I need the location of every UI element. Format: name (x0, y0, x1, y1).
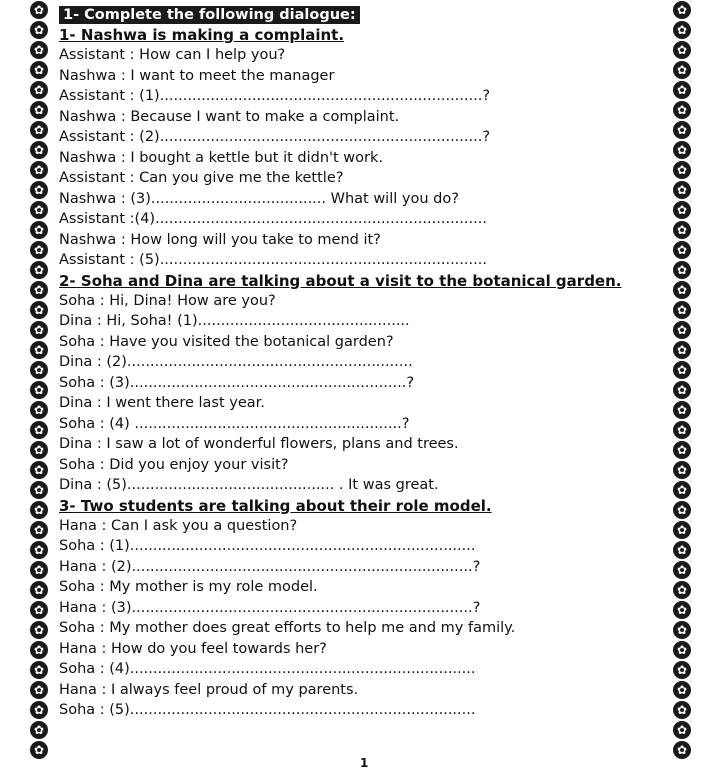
ornament-icon: ✿ (673, 541, 691, 559)
dialogue-line: Assistant : How can I help you? (59, 47, 286, 63)
ornament-icon: ✿ (30, 581, 48, 599)
dialogue-line: Dina : I went there last year. (59, 395, 265, 411)
left-ornament-border (28, 0, 50, 769)
ornament-icon: ✿ (673, 681, 691, 699)
ornament-icon: ✿ (673, 361, 691, 379)
ornament-icon: ✿ (30, 181, 48, 199)
ornament-icon: ✿ (30, 701, 48, 719)
ornament-icon: ✿ (30, 341, 48, 359)
dialogue-line: Hana : Can I ask you a question? (59, 517, 298, 534)
dialogue-line: Hana : (3)..........................................................................? (59, 599, 481, 616)
dialogue-line: Soha : (1)........................................................................... (59, 538, 476, 554)
ornament-icon: ✿ (30, 521, 48, 539)
dialogue-line: Soha : (5)........................................................................... (59, 702, 476, 718)
ornament-icon: ✿ (30, 361, 48, 379)
dialogue-line: Soha : My mother is my role model. (59, 579, 318, 595)
ornament-icon: ✿ (30, 101, 48, 119)
dialogue-section (59, 271, 659, 496)
ornament-icon: ✿ (673, 461, 691, 479)
ornament-icon: ✿ (673, 641, 691, 659)
ornament-icon: ✿ (30, 721, 48, 739)
dialogue-line: Soha : My mother does great efforts to help me and my family. (59, 620, 516, 636)
dialogue-line: Hana : How do you feel towards her? (59, 640, 327, 657)
ornament-icon: ✿ (30, 741, 48, 759)
ornament-icon: ✿ (673, 341, 691, 359)
dialogue-line: Nashwa : I bought a kettle but it didn't work. (59, 149, 384, 166)
ornament-icon: ✿ (673, 61, 691, 79)
ornament-icon: ✿ (30, 401, 48, 419)
ornament-icon: ✿ (30, 601, 48, 619)
ornament-icon: ✿ (30, 381, 48, 399)
ornament-icon: ✿ (30, 161, 48, 179)
dialogue-section (59, 25, 659, 271)
ornament-icon: ✿ (30, 221, 48, 239)
page-number: 1 (360, 756, 369, 770)
ornament-icon: ✿ (30, 1, 48, 19)
ornament-icon: ✿ (673, 721, 691, 739)
dialogue-line: Dina : (2).............................................................. (59, 354, 413, 370)
ornament-icon: ✿ (30, 621, 48, 639)
section-heading: 2- Soha and Dina are talking about a visit to the botanical garden. (59, 271, 622, 290)
ornament-icon: ✿ (673, 421, 691, 439)
dialogue-line: Nashwa : I want to meet the manager (59, 67, 335, 84)
ornament-icon: ✿ (30, 501, 48, 519)
ornament-icon: ✿ (673, 201, 691, 219)
ornament-icon: ✿ (673, 301, 691, 319)
ornament-icon: ✿ (30, 81, 48, 99)
ornament-icon: ✿ (673, 181, 691, 199)
ornament-icon: ✿ (30, 201, 48, 219)
ornament-icon: ✿ (673, 241, 691, 259)
dialogue-line: Assistant : (1)......................................................................? (59, 88, 491, 104)
dialogue-line: Dina : (5)............................................. . It was great. (59, 477, 439, 493)
ornament-icon: ✿ (30, 641, 48, 659)
ornament-icon: ✿ (30, 241, 48, 259)
right-ornament-border (671, 0, 693, 769)
ornament-icon: ✿ (30, 661, 48, 679)
ornament-icon: ✿ (673, 161, 691, 179)
ornament-icon: ✿ (673, 261, 691, 279)
ornament-icon: ✿ (30, 121, 48, 139)
dialogue-line: Soha : Have you visited the botanical garden? (59, 333, 394, 350)
ornament-icon: ✿ (673, 621, 691, 639)
ornament-icon: ✿ (30, 441, 48, 459)
ornament-icon: ✿ (30, 61, 48, 79)
ornament-icon: ✿ (30, 681, 48, 699)
worksheet (59, 4, 659, 721)
ornament-icon: ✿ (30, 541, 48, 559)
dialogue-line: Soha : Did you enjoy your visit? (59, 456, 289, 473)
dialogue-line: Soha : (4) ..........................................................? (59, 415, 410, 432)
ornament-icon: ✿ (673, 501, 691, 519)
ornament-icon: ✿ (30, 561, 48, 579)
ornament-icon: ✿ (673, 601, 691, 619)
ornament-icon: ✿ (673, 561, 691, 579)
ornament-icon: ✿ (30, 481, 48, 499)
ornament-icon: ✿ (673, 101, 691, 119)
ornament-icon: ✿ (673, 81, 691, 99)
ornament-icon: ✿ (30, 461, 48, 479)
ornament-icon: ✿ (673, 1, 691, 19)
dialogue-sections (59, 25, 659, 721)
ornament-icon: ✿ (673, 381, 691, 399)
ornament-icon: ✿ (673, 281, 691, 299)
ornament-icon: ✿ (673, 701, 691, 719)
ornament-icon: ✿ (673, 481, 691, 499)
ornament-icon: ✿ (30, 41, 48, 59)
ornament-icon: ✿ (30, 21, 48, 39)
ornament-icon: ✿ (673, 441, 691, 459)
dialogue-section (59, 496, 659, 721)
dialogue-line: Assistant :(4)........................................................................ (59, 211, 487, 227)
ornament-icon: ✿ (673, 41, 691, 59)
dialogue-line: Assistant : (2)......................................................................? (59, 129, 491, 145)
dialogue-line: Assistant : Can you give me the kettle? (59, 170, 344, 186)
ornament-icon: ✿ (673, 21, 691, 39)
dialogue-line: Assistant : (5)....................................................................... (59, 252, 487, 268)
dialogue-line: Soha : (4)........................................................................... (59, 661, 476, 677)
section-heading: 1- Nashwa is making a complaint. (59, 26, 345, 44)
ornament-icon: ✿ (30, 261, 48, 279)
ornament-icon: ✿ (673, 141, 691, 159)
ornament-icon: ✿ (673, 221, 691, 239)
ornament-icon: ✿ (673, 121, 691, 139)
ornament-icon: ✿ (673, 581, 691, 599)
dialogue-line: Nashwa : (3)...................................... What will you do? (59, 190, 459, 207)
ornament-icon: ✿ (30, 141, 48, 159)
dialogue-line: Dina : I saw a lot of wonderful flowers, plans and trees. (59, 436, 459, 452)
section-heading: 3- Two students are talking about their role model. (59, 496, 492, 515)
dialogue-line: Dina : Hi, Soha! (1).............................................. (59, 313, 410, 329)
ornament-icon: ✿ (673, 741, 691, 759)
dialogue-line: Nashwa : How long will you take to mend it? (59, 231, 381, 248)
worksheet-title: 1- Complete the following dialogue: (59, 6, 360, 24)
dialogue-line: Hana : I always feel proud of my parents. (59, 681, 359, 698)
ornament-icon: ✿ (30, 281, 48, 299)
ornament-icon: ✿ (673, 321, 691, 339)
ornament-icon: ✿ (30, 321, 48, 339)
dialogue-line: Nashwa : Because I want to make a complaint. (59, 108, 400, 125)
ornament-icon: ✿ (673, 661, 691, 679)
ornament-icon: ✿ (30, 301, 48, 319)
dialogue-line: Soha : (3)............................................................? (59, 374, 415, 391)
ornament-icon: ✿ (30, 421, 48, 439)
dialogue-line: Hana : (2)..........................................................................? (59, 558, 481, 575)
ornament-icon: ✿ (673, 401, 691, 419)
dialogue-line: Soha : Hi, Dina! How are you? (59, 292, 276, 309)
ornament-icon: ✿ (673, 521, 691, 539)
